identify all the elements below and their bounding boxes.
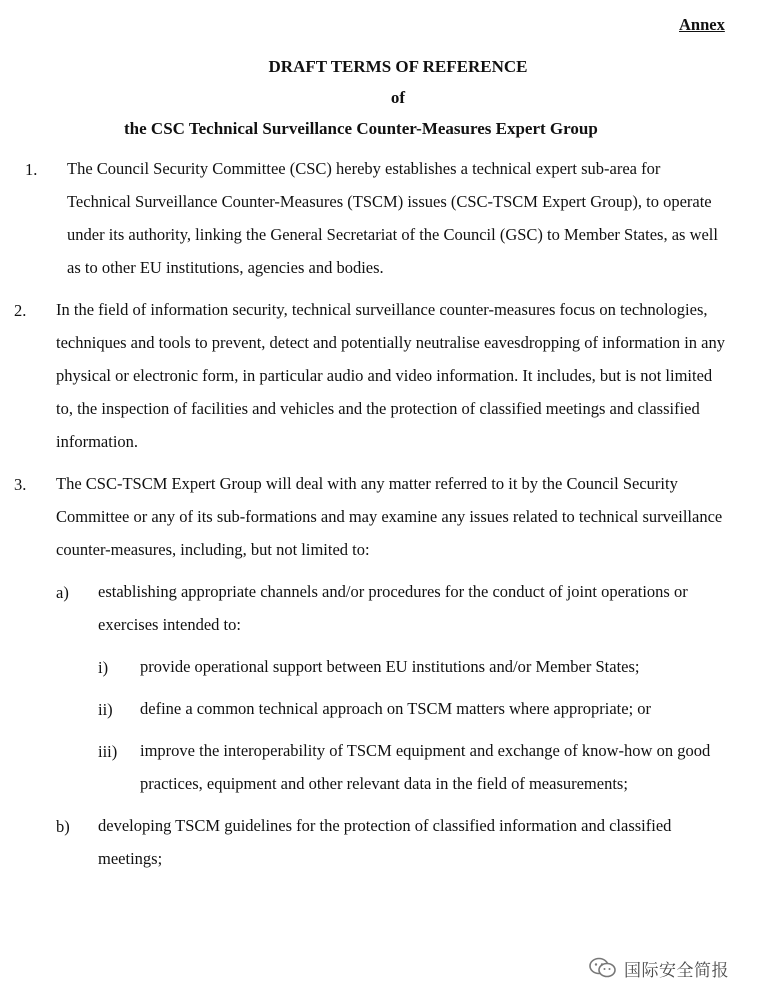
wechat-icon	[588, 956, 618, 980]
watermark	[588, 953, 729, 983]
paragraph-number: 3.	[14, 475, 27, 494]
subitem-roman: ii)	[98, 700, 113, 719]
document-subtitle: the CSC Technical Surveillance Counter-Measures Expert Group	[124, 119, 598, 138]
paragraph-text: The CSC-TSCM Expert Group will deal with any matter referred to it by the Council Security Committee or any of its sub-formations and may examine any issues related to technical surveillance counter-measures, including, but not limited to:	[56, 474, 723, 559]
item-text: developing TSCM guidelines for the protection of classified information and classified meetings;	[98, 816, 672, 868]
document-title-of: of	[390, 88, 406, 107]
item-letter: b)	[56, 817, 70, 836]
paragraph-number: 1.	[25, 160, 38, 179]
subitem-text: improve the interoperability of TSCM equipment and exchange of know-how on good practices, equipment and other relevant data in the field of measurements;	[140, 741, 711, 793]
watermark-text: 国际安全简报	[624, 960, 729, 981]
paragraph-text: In the field of information security, technical surveillance counter-measures focus on technologies, techniques and tools to prevent, detect and potentially neutralise eavesdropping of information in any physical or electronic form, in particular audio and video information. It includes, but is not limited to, the inspection of facilities and vehicles and the protection of classified meetings and classified information.	[56, 300, 725, 451]
subitem-roman: iii)	[98, 742, 118, 761]
subitem-roman: i)	[98, 658, 109, 677]
subitem-text: define a common technical approach on TSCM matters where appropriate; or	[140, 699, 652, 718]
document-title: DRAFT TERMS OF REFERENCE	[268, 57, 528, 76]
annex-label: Annex	[679, 15, 725, 34]
paragraph-text: The Council Security Committee (CSC) hereby establishes a technical expert sub-area for Technical Surveillance Counter-Measures (TSCM) issues (CSC-TSCM Expert Group), to operate under its authority, linking the General Secretariat of the Council (GSC) to Member States, as well as to other EU institutions, agencies and bodies.	[67, 159, 718, 277]
item-text: establishing appropriate channels and/or procedures for the conduct of joint operations or exercises intended to:	[98, 582, 688, 634]
paragraph-number: 2.	[14, 301, 27, 320]
subitem-text: provide operational support between EU institutions and/or Member States;	[140, 657, 640, 676]
item-letter: a)	[56, 583, 69, 602]
